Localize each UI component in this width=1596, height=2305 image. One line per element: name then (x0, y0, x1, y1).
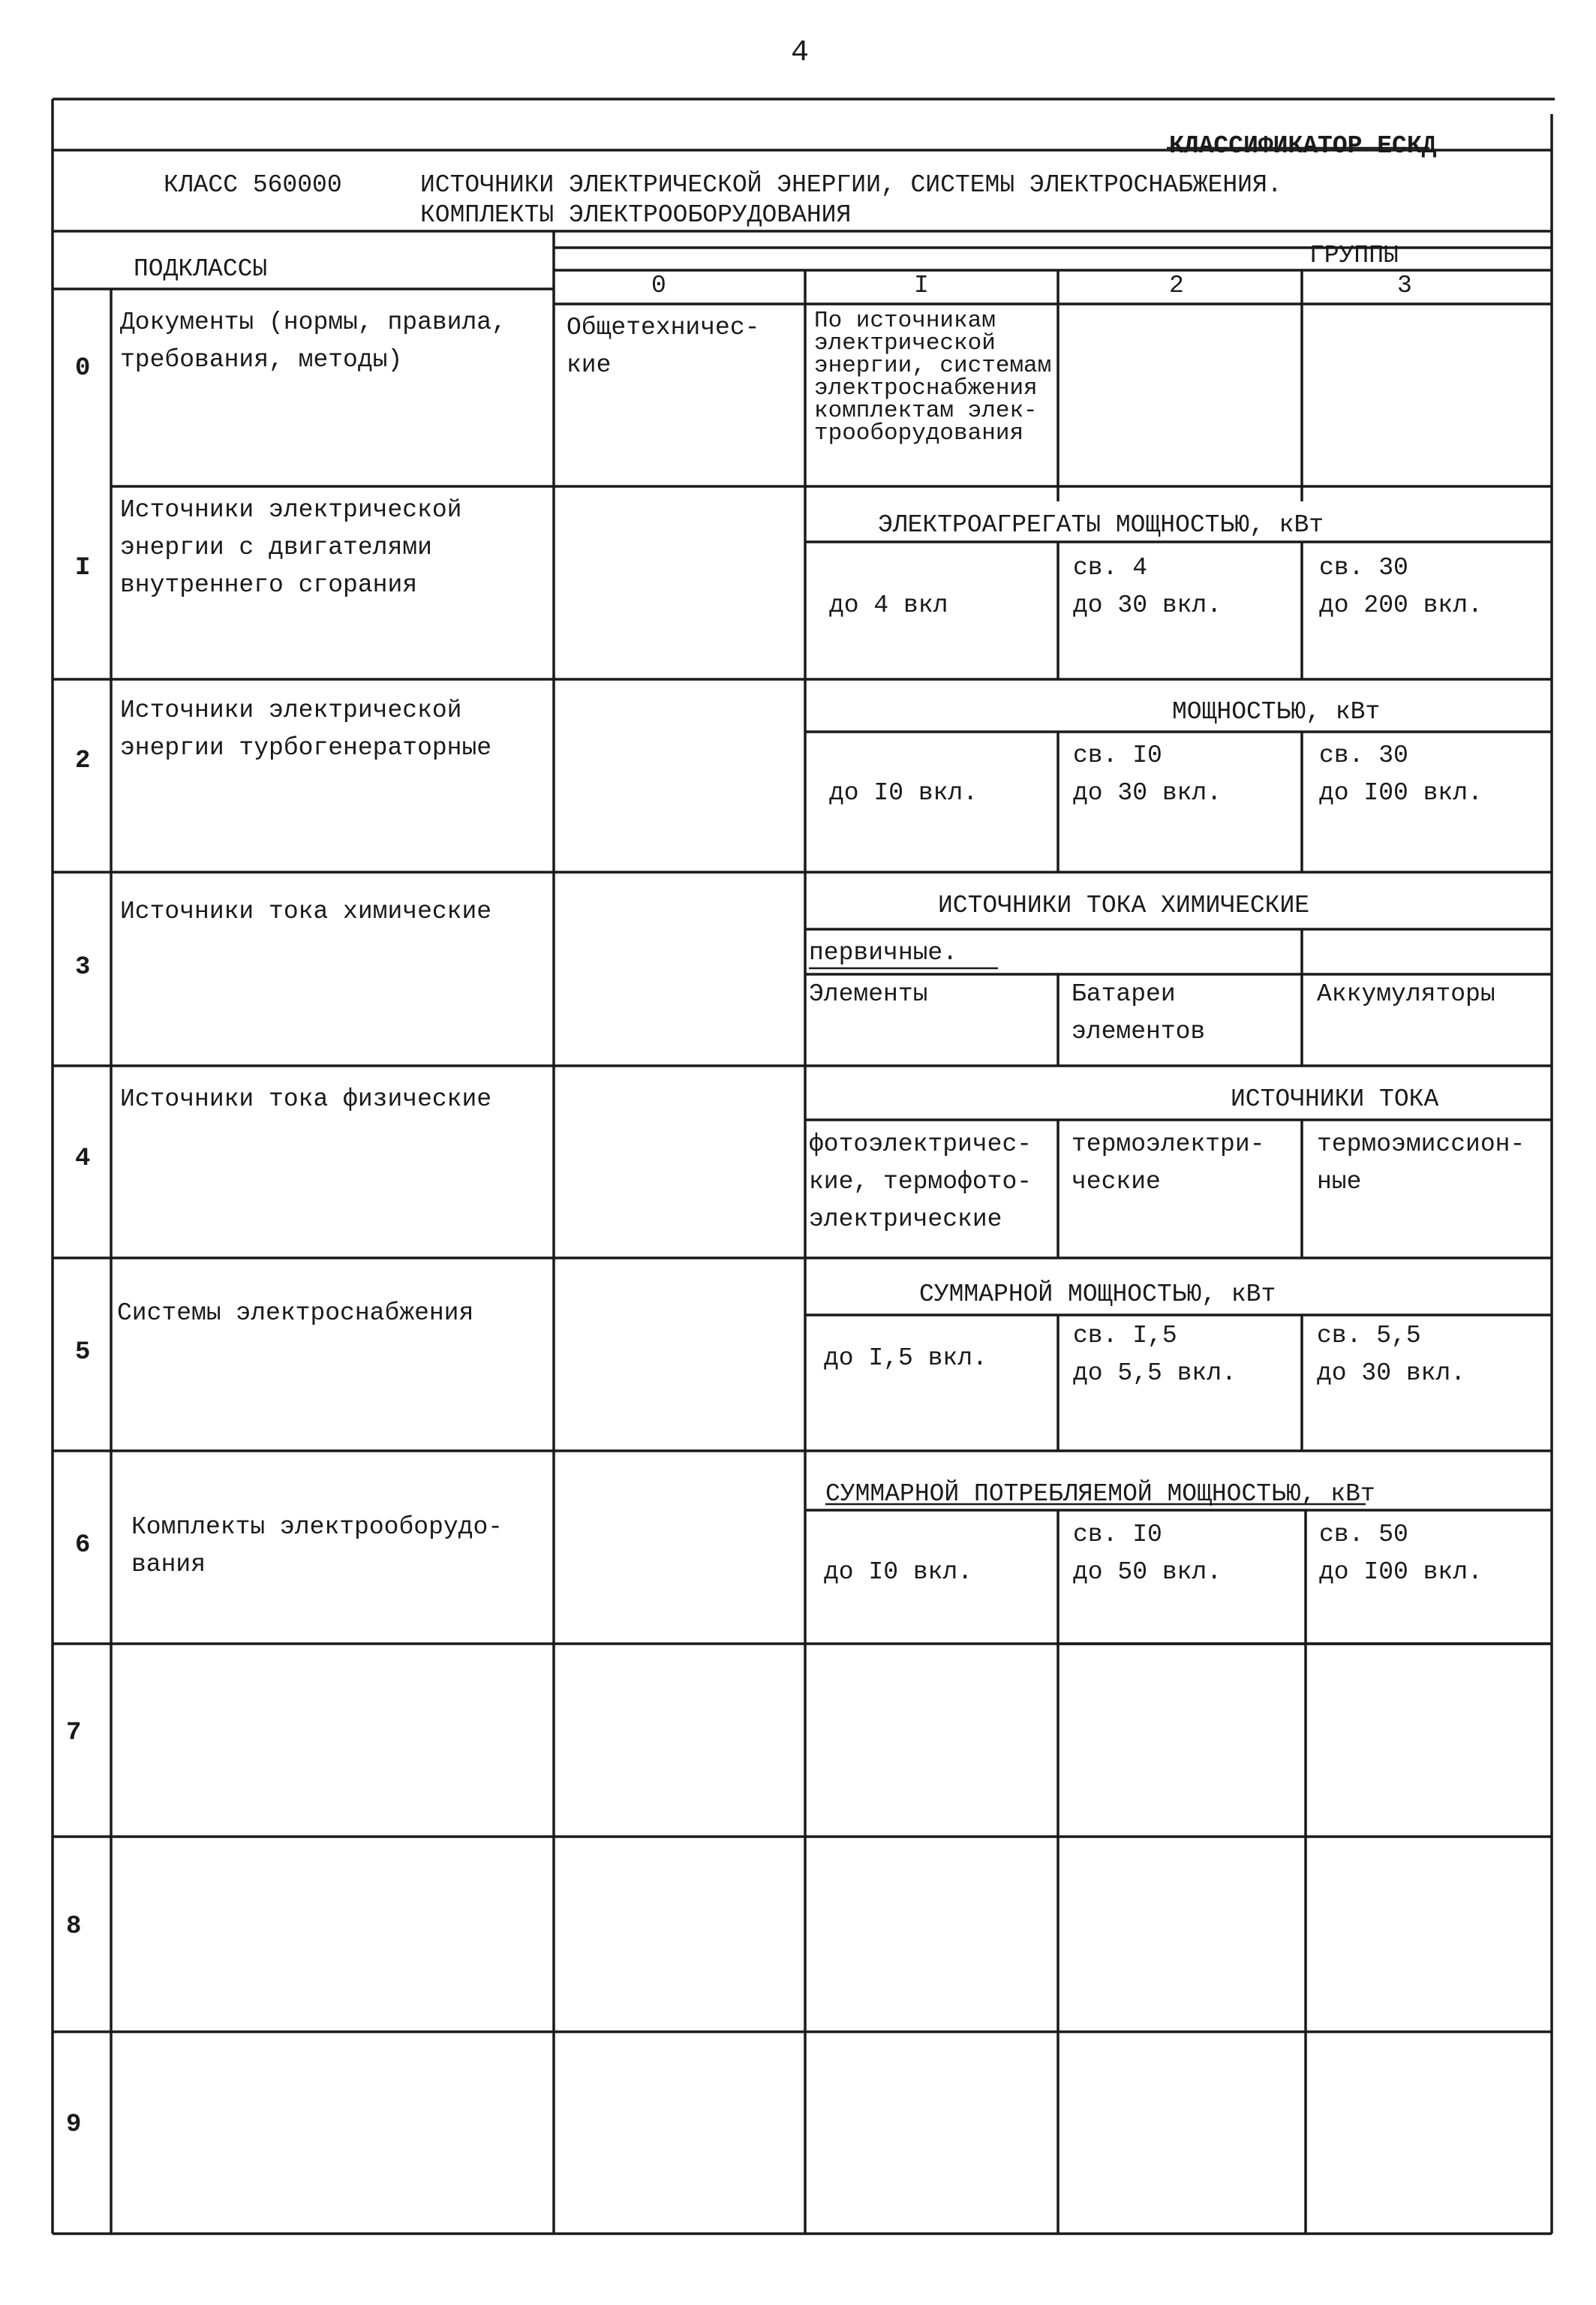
group-col-1: I (914, 272, 929, 299)
row-3-group-1: Элементы (809, 980, 928, 1008)
row-5-span-header: СУММАРНОЙ МОЩНОСТЬЮ, кВт (919, 1280, 1276, 1308)
row-6-group-2: св. I0 до 50 вкл. (1073, 1521, 1222, 1586)
row-1-group-1: до 4 вкл (829, 591, 948, 619)
classifier-label: КЛАССИФИКАТОР ЕСКД (1169, 132, 1437, 160)
row-number-5: 5 (75, 1338, 91, 1367)
class-title-line1: ИСТОЧНИКИ ЭЛЕКТРИЧЕСКОЙ ЭНЕРГИИ, СИСТЕМЫ ЭЛЕКТРОСНАБЖЕНИЯ. (420, 171, 1282, 199)
row-number-0: 0 (75, 354, 91, 383)
row-number-8: 8 (66, 1912, 82, 1941)
class-title-line2: КОМПЛЕКТЫ ЭЛЕКТРООБОРУДОВАНИЯ (420, 201, 852, 229)
row-5-group-3: св. 5,5 до 30 вкл. (1317, 1322, 1466, 1387)
class-label: КЛАСС 560000 (164, 171, 342, 199)
row-4-subclass: Источники тока физические (120, 1085, 492, 1113)
page-number: 4 (791, 36, 810, 70)
row-1-subclass: Источники электрической энергии с двигателями внутреннего сгорания (120, 496, 462, 599)
row-number-7: 7 (66, 1719, 82, 1747)
row-0-subclass: Документы (нормы, правила, требования, методы) (120, 308, 506, 374)
row-number-9: 9 (66, 2111, 82, 2139)
groups-header: ГРУППЫ (1309, 242, 1399, 269)
group-col-3: 3 (1397, 272, 1412, 299)
row-4-span-header: ИСТОЧНИКИ ТОКА (1231, 1085, 1439, 1113)
row-2-group-3: св. 30 до I00 вкл. (1319, 742, 1483, 807)
row-5-subclass: Системы электроснабжения (117, 1299, 474, 1327)
row-number-4: 4 (75, 1145, 91, 1173)
row-number-2: 2 (75, 747, 91, 775)
row-3-span-header: ИСТОЧНИКИ ТОКА ХИМИЧЕСКИЕ (938, 892, 1310, 919)
row-3-subclass: Источники тока химические (120, 898, 492, 925)
group-col-0: 0 (651, 272, 666, 299)
row-number-3: 3 (75, 953, 91, 982)
subclasses-header: ПОДКЛАССЫ (134, 255, 268, 283)
row-4-group-2: термоэлектри- ческие (1072, 1130, 1265, 1196)
row-2-span-header: МОЩНОСТЬЮ, кВт (1172, 698, 1381, 726)
row-5-group-1: до I,5 вкл. (824, 1344, 987, 1372)
row-1-span-header: ЭЛЕКТРОАГРЕГАТЫ МОЩНОСТЬЮ, кВт (878, 511, 1324, 539)
row-number-1: I (75, 554, 91, 582)
row-number-6: 6 (75, 1531, 91, 1560)
row-0-group-0: Общетехничес- кие (567, 314, 760, 379)
row-6-span-header: СУММАРНОЙ ПОТРЕБЛЯЕМОЙ МОЩНОСТЬЮ, кВт (825, 1480, 1375, 1508)
row-3-sub-span: первичные. (809, 939, 958, 967)
row-6-group-1: до I0 вкл. (824, 1558, 973, 1586)
row-0-group-1: По источникам электрической энергии, системам электроснабжения комплектам элек- трооборудования (814, 308, 1052, 447)
row-2-subclass: Источники электрической энергии турбогенераторные (120, 697, 492, 762)
row-4-group-3: термоэмиссион- ные (1317, 1130, 1525, 1196)
row-2-group-2: св. I0 до 30 вкл. (1073, 742, 1222, 807)
row-3-group-2: Батареи элементов (1072, 980, 1206, 1046)
row-6-group-3: св. 50 до I00 вкл. (1319, 1521, 1483, 1586)
row-2-group-1: до I0 вкл. (829, 779, 978, 807)
row-6-subclass: Комплекты электрооборудо- вания (131, 1513, 503, 1578)
row-4-group-1: фотоэлектричес- кие, термофото- электрические (809, 1130, 1032, 1233)
row-5-group-2: св. I,5 до 5,5 вкл. (1073, 1322, 1237, 1387)
row-1-group-2: св. 4 до 30 вкл. (1073, 554, 1222, 619)
row-1-group-3: св. 30 до 200 вкл. (1319, 554, 1483, 619)
row-3-group-3: Аккумуляторы (1317, 980, 1495, 1008)
group-col-2: 2 (1169, 272, 1184, 299)
